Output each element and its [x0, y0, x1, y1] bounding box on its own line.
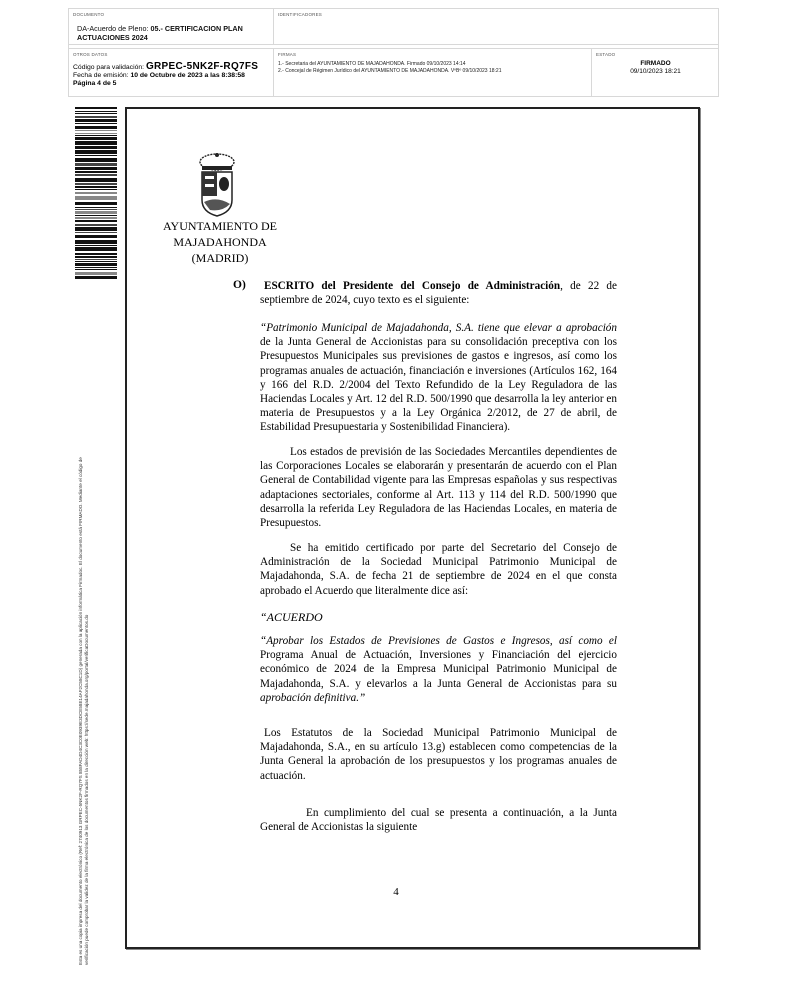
- barcode-stripe: [75, 217, 117, 219]
- page-number: 4: [393, 886, 399, 898]
- status-date: 09/10/2023 18:21: [630, 68, 681, 75]
- barcode-stripe: [75, 263, 117, 266]
- letterhead-line: (MADRID): [191, 251, 249, 265]
- barcode-stripe: [75, 150, 117, 154]
- letterhead-line: MAJADAHONDA: [173, 235, 267, 249]
- barcode-stripe: [75, 227, 117, 231]
- status-badge: FIRMADO: [640, 60, 671, 67]
- intro-rest: , de 22 de septiembre de 2024, cuyo texto es el siguiente:: [260, 280, 617, 307]
- barcode-stripe: [75, 253, 117, 255]
- p1-rest: de la Junta General de Accionistas para su consolidación preceptiva con los Presupuestos Municipales sus previsiones de gastos e ingresos, así como los programas anuales de actuación, financiación e inversiones (Artículos 162, 164 y 166 del R.D. 2/2004 del Texto Refundido de la Ley Reguladora de las Haciendas Locales y Art. 12 del R.D. 500/1990 que desarrolla la ley anterior en materia de Presupuestos y a la Ley Orgánica 2/2012, de 27 de abril, de Estabilidad Presupuestaria y Sostenibilidad Financiera).: [260, 336, 617, 434]
- barcode-stripe: [75, 107, 117, 109]
- barcode-stripe: [75, 183, 117, 185]
- barcode-stripe: [75, 189, 117, 190]
- barcode-stripe: [75, 215, 117, 216]
- documento-cell: [69, 9, 274, 45]
- barcode-stripe: [75, 232, 117, 233]
- firmas-label: FIRMAS: [278, 52, 297, 57]
- barcode: [75, 107, 117, 279]
- barcode-stripe: [75, 192, 117, 194]
- barcode-stripe: [75, 158, 117, 162]
- letterhead-line: AYUNTAMIENTO DE: [162, 219, 278, 233]
- barcode-stripe: [75, 171, 117, 173]
- barcode-stripe: [75, 245, 117, 246]
- barcode-stripe: [75, 163, 117, 166]
- barcode-stripe: [75, 130, 117, 131]
- barcode-stripe: [75, 111, 117, 112]
- validation-code-label: Código para validación:: [73, 64, 146, 71]
- barcode-stripe: [75, 178, 117, 182]
- otros-datos-label: OTROS DATOS: [73, 52, 108, 57]
- coat-of-arms-icon: [192, 152, 242, 220]
- barcode-stripe: [75, 259, 117, 260]
- barcode-stripe: [75, 261, 117, 262]
- barcode-stripe: [75, 174, 117, 176]
- firma-line: 2.- Concejal de Régimen Jurídico del AYUNTAMIENTO DE MAJADAHONDA. VºBº 09/10/2023 18:21: [278, 68, 502, 74]
- letterhead: [150, 218, 290, 266]
- validation-code[interactable]: GRPEC-5NK2F-RQ7FS: [145, 61, 259, 72]
- barcode-stripe: [75, 211, 117, 214]
- document-title-main: 05.- CERTIFICACION PLAN ACTUACIONES 2024: [77, 24, 243, 42]
- paragraph-4: [260, 634, 617, 705]
- validation-code-row: [73, 63, 258, 72]
- barcode-stripe: [75, 209, 117, 210]
- barcode-stripe: [75, 276, 117, 279]
- p4-italic: “Aprobar los Estados de Previsiones de Gastos e Ingresos, así como el: [260, 635, 617, 647]
- barcode-stripe: [75, 196, 117, 200]
- documento-label: DOCUMENTO: [73, 12, 105, 17]
- barcode-stripe: [75, 235, 117, 238]
- intro-bold: ESCRITO del Presidente del Consejo de Administración: [264, 280, 561, 292]
- identificadores-cell: [274, 9, 719, 45]
- document-metadata-header: [68, 8, 719, 97]
- barcode-stripe: [75, 133, 117, 134]
- barcode-stripe: [75, 137, 117, 140]
- document-title-prefix: DA-Acuerdo de Pleno:: [77, 24, 151, 33]
- barcode-stripe: [75, 240, 117, 244]
- issue-date-row: [73, 72, 258, 80]
- paragraph-6: En cumplimiento del cual se presenta a continuación, a la Junta General de Accionistas la siguiente: [260, 807, 617, 834]
- firma-line: 1.- Secretaria del AYUNTAMIENTO DE MAJADAHONDA. Firmado 09/10/2023 14:14: [278, 61, 466, 67]
- verification-side-note: [78, 285, 90, 965]
- barcode-stripe: [75, 207, 117, 208]
- barcode-stripe: [75, 113, 117, 114]
- estado-cell: [592, 48, 719, 97]
- side-note-line: verificación puede comprobar la validez de la firma electrónica de los documentos firmados en la dirección web: https://sede.majadahonda.org/portal/verificaDocumentos.do: [84, 614, 89, 965]
- barcode-stripe: [75, 269, 117, 270]
- identificadores-label: IDENTIFICADORES: [278, 12, 323, 17]
- paragraph-2: Los estados de previsión de las Sociedades Mercantiles dependientes de las Corporaciones Locales se elaborarán y presentarán de acuerdo con el Plan General de Contabilidad vigente para las Empresas españolas y sus respectivas adaptaciones sectoriales, conforme al Art. 113 y 114 del R.D. 500/1990 que desarrolla la referida Ley Reguladora de las Haciendas Locales, en materia de Presupuestos.: [260, 446, 617, 530]
- paragraph-1: [260, 321, 617, 435]
- barcode-stripe: [75, 186, 117, 188]
- issue-date: 10 de Octubre de 2023 a las 8:38:58: [130, 72, 245, 79]
- paragraph-5: Los Estatutos de la Sociedad Municipal Patrimonio Municipal de Majadahonda, S.A., en su artículo 13.g) establecen como competencias de la Junta General la aprobación de los presupuestos y los programas anuales de actuación.: [260, 727, 617, 782]
- section-mark: O): [233, 279, 246, 291]
- issue-date-label: Fecha de emisión:: [73, 72, 131, 79]
- barcode-stripe: [75, 135, 117, 136]
- barcode-stripe: [75, 220, 117, 222]
- barcode-stripe: [75, 126, 117, 129]
- barcode-stripe: [75, 141, 117, 145]
- otros-datos-body: [73, 63, 258, 88]
- p4-end-italic: aprobación definitiva.”: [260, 691, 366, 704]
- estado-label: ESTADO: [596, 52, 616, 57]
- barcode-stripe: [75, 224, 117, 226]
- barcode-stripe: [75, 272, 117, 275]
- paragraph-3: Se ha emitido certificado por parte del Secretario del Consejo de Administración de la Sociedad Municipal Patrimonio Municipal de Majadahonda, S.A. de fecha 21 de septiembre de 2024 en el que consta aprobado el Acuerdo que literalmente dice así:: [260, 542, 617, 597]
- barcode-stripe: [75, 202, 117, 205]
- firmas-cell: [274, 48, 592, 97]
- barcode-stripe: [75, 146, 117, 149]
- document-title: [77, 24, 267, 42]
- p1-italic: “Patrimonio Municipal de Majadahonda, S.A. tiene que elevar a aprobación: [260, 322, 617, 334]
- barcode-stripe: [75, 119, 117, 122]
- barcode-stripe: [75, 256, 117, 258]
- barcode-stripe: [75, 167, 117, 170]
- p4-rest: Programa Anual de Actuación, Inversiones y Financiación del ejercicio económico de 2024 de la Empresa Municipal Patrimonio Municipal de Majadahonda, S.A. y elevarlos a la Junta General de Accionistas para su: [260, 649, 617, 690]
- barcode-stripe: [75, 267, 117, 268]
- intro-paragraph: [260, 279, 617, 307]
- barcode-stripe: [75, 123, 117, 124]
- barcode-stripe: [75, 247, 117, 251]
- acuerdo-heading: “ACUERDO: [260, 610, 323, 624]
- otros-datos-cell: [69, 48, 274, 97]
- barcode-stripe: [75, 155, 117, 156]
- page-indicator: Página 4 de 5: [73, 80, 117, 87]
- side-note-line: Esta es una copia impresa del documento electrónico (Ref: 2740913 GRPEC-5NK2F-RQ7FS 858FAD4D4C3C0E0939E3DCE58E14AF2C58C1D) generada con la aplicación informática Firmadoc. El documento está FIRMADO. Mediante el código de: [78, 457, 83, 965]
- barcode-stripe: [75, 116, 117, 118]
